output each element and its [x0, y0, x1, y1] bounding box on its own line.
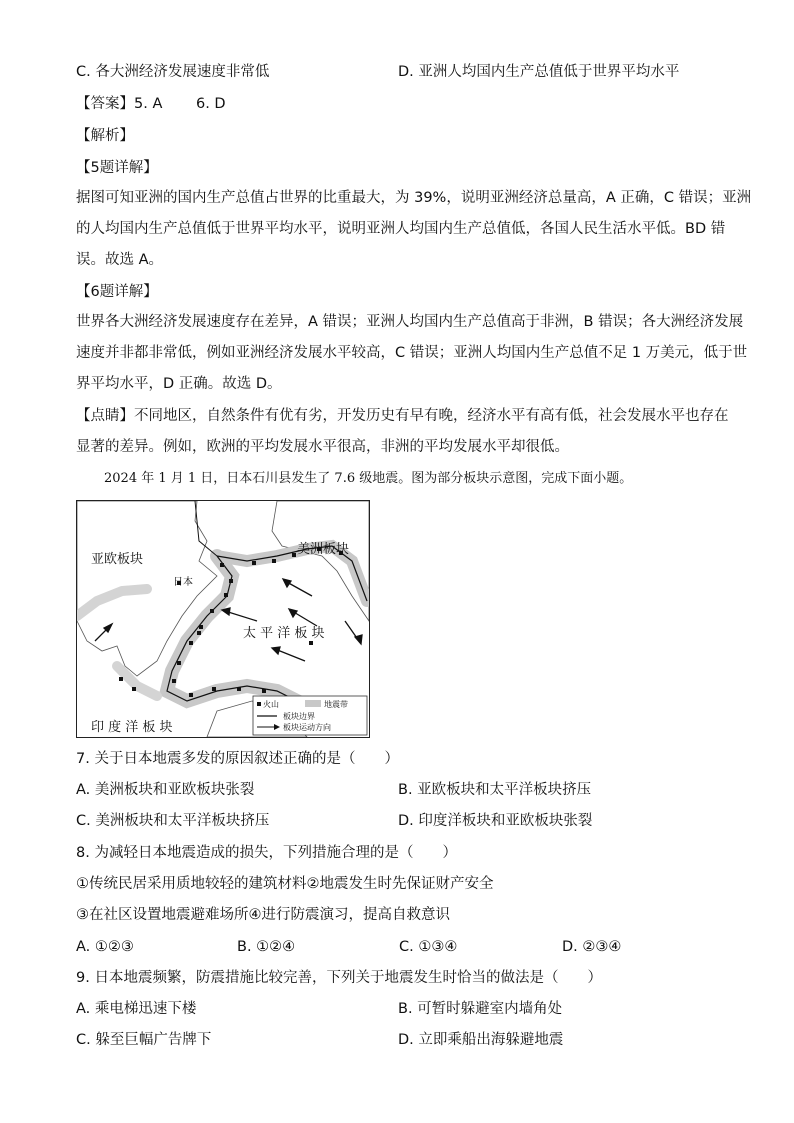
q9-option-a[interactable]: A. 乘电梯迅速下楼	[76, 1001, 197, 1017]
q7-option-a[interactable]: A. 美洲板块和亚欧板块张裂	[76, 782, 255, 798]
q7-option-b[interactable]: B. 亚欧板块和太平洋板块挤压	[398, 782, 592, 798]
q6-explain-line: 世界各大洲经济发展速度存在差异，A 错误；亚洲人均国内生产总值高于非洲，B 错误；各大洲经济发展	[76, 314, 744, 330]
legend-motion: 板块运动方向	[283, 723, 331, 732]
legend-boundary: 板块边界	[283, 712, 315, 721]
q7-option-c[interactable]: C. 美洲板块和太平洋板块挤压	[76, 813, 270, 829]
q9-stem: 9. 日本地震频繁，防震措施比较完善，下列关于地震发生时恰当的做法是（ ）	[76, 970, 602, 986]
option-c-prev: C. 各大洲经济发展速度非常低	[76, 64, 270, 80]
tip-line: 显著的差异。例如，欧洲的平均发展水平很高，非洲的平均发展水平却很低。	[76, 439, 569, 455]
q8-option-c[interactable]: C. ①③④	[399, 939, 458, 955]
plate-map	[76, 500, 370, 738]
q6-heading: 【6题详解】	[76, 284, 158, 300]
answer-line: 【答案】5. A 6. D	[76, 96, 226, 112]
legend-quake-belt: 地震带	[324, 700, 348, 709]
q9-option-b[interactable]: B. 可暂时躲避室内墙角处	[398, 1001, 563, 1017]
label-eurasia-plate: 亚欧板块	[91, 552, 144, 567]
q5-explain-line: 据图可知亚洲的国内生产总值占世界的比重最大，为 39%，说明亚洲经济总量高，A 正确，C 错误；亚洲	[76, 190, 752, 206]
q7-stem: 7. 关于日本地震多发的原因叙述正确的是（ ）	[76, 751, 399, 767]
q5-heading: 【5题详解】	[76, 160, 158, 176]
q9-option-d[interactable]: D. 立即乘船出海躲避地震	[398, 1032, 564, 1048]
q8-option-d[interactable]: D. ②③④	[562, 939, 622, 955]
q8-option-a[interactable]: A. ①②③	[76, 939, 134, 955]
label-japan: 日本	[173, 577, 193, 588]
intro-text: 2024 年 1 月 1 日，日本石川县发生了 7.6 级地震。图为部分板块示意图，完成下面小题。	[104, 471, 633, 486]
label-america-plate: 美洲板块	[297, 542, 350, 557]
q8-statement: ①传统民居采用质地较轻的建筑材料②地震发生时先保证财产安全	[76, 876, 494, 892]
q6-explain-line: 界平均水平，D 正确。故选 D。	[76, 376, 282, 392]
q8-statement: ③在社区设置地震避难场所④进行防震演习，提高自救意识	[76, 907, 450, 923]
q7-option-d[interactable]: D. 印度洋板块和亚欧板块张裂	[398, 813, 593, 829]
tip-line: 【点睛】不同地区，自然条件有优有劣，开发历史有早有晚，经济水平有高有低，社会发展水平也存在	[76, 408, 729, 424]
legend-volcano: 火山	[263, 700, 279, 709]
q8-stem: 8. 为减轻日本地震造成的损失，下列措施合理的是（ ）	[76, 845, 457, 861]
option-d-prev: D. 亚洲人均国内生产总值低于世界平均水平	[398, 64, 680, 80]
label-indian-plate: 印 度 洋 板 块	[91, 720, 173, 735]
q5-explain-line: 误。故选 A。	[76, 252, 164, 268]
q8-option-b[interactable]: B. ①②④	[237, 939, 296, 955]
q9-option-c[interactable]: C. 躲至巨幅广告牌下	[76, 1032, 212, 1048]
analysis-heading: 【解析】	[76, 128, 134, 144]
label-pacific-plate: 太 平 洋 板 块	[243, 626, 325, 641]
q6-explain-line: 速度并非都非常低，例如亚洲经济发展水平较高，C 错误；亚洲人均国内生产总值不足 1 万美元，低于世	[76, 345, 748, 361]
q5-explain-line: 的人均国内生产总值低于世界平均水平，说明亚洲人均国内生产总值低，各国人民生活水平低。BD 错	[76, 221, 726, 237]
